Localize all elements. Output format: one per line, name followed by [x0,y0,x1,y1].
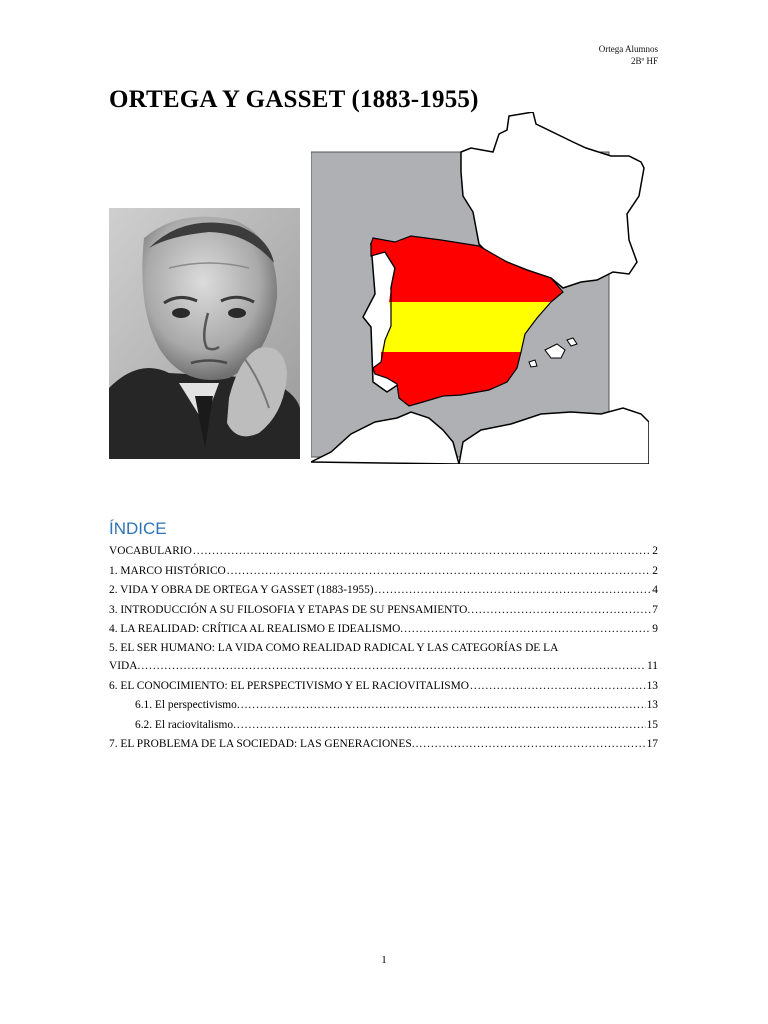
toc-page-number: 9 [652,623,658,636]
toc-entry-perspectivismo[interactable] [109,696,658,716]
toc-dot-leader [193,542,651,562]
toc-dot-leader [470,677,646,697]
toc-entry-raciovitalismo[interactable] [109,716,658,736]
toc-entry-title: 4. LA REALIDAD: CRÍTICA AL REALISMO E IDEALISMO. [109,623,404,636]
toc-heading: ÍNDICE [109,519,167,538]
header-author: Ortega Alumnos [598,44,658,54]
iberian-map-image [311,112,649,464]
toc-entry-el-problema-de-la-sociedad[interactable] [109,735,658,755]
toc-page-number: 11 [647,659,658,672]
toc-entry-title: 6. EL CONOCIMIENTO: EL PERSPECTIVISMO Y EL RACIOVITALISMO [109,679,469,692]
toc-entry-title: 3. INTRODUCCIÓN A SU FILOSOFIA Y ETAPAS DE SU PENSAMIENTO. [109,603,471,616]
toc-page-number: 7 [652,603,658,616]
toc-entry-title: 6.1. El perspectivismo. [135,699,240,712]
toc-page-number: 15 [646,718,658,731]
toc-dot-leader [375,581,652,601]
toc-entry-title: 6.2. El raciovitalismo. [135,718,236,731]
toc-entry-introduccion[interactable] [109,601,658,621]
toc-entry-title: 2. VIDA Y OBRA DE ORTEGA Y GASSET (1883-1955) [109,584,374,597]
toc-page-number: 17 [646,738,658,751]
toc-dot-leader [241,696,646,716]
toc-entry-title: VOCABULARIO [109,545,192,557]
document-title: ORTEGA Y GASSET (1883-1955) [109,86,479,113]
toc-page-number: 2 [652,545,658,557]
toc-entry-el-conocimiento[interactable] [109,677,658,697]
toc-dot-leader [404,620,651,640]
toc-dot-leader [416,735,646,755]
toc-page-number: 13 [646,679,658,692]
toc-dot-leader [227,562,652,582]
toc-dot-leader [471,601,651,621]
toc-page-number: 2 [652,564,658,577]
toc-entry-vocabulario[interactable] [109,542,658,562]
table-of-contents [109,542,658,755]
toc-page-number: 4 [652,584,658,597]
toc-entry-title: 7. EL PROBLEMA DE LA SOCIEDAD: LAS GENERACIONES. [109,738,415,751]
toc-entry-el-ser-humano[interactable] [109,640,658,677]
toc-entry-title-line2: VIDA. [109,659,141,672]
portrait-photo [109,208,300,459]
toc-entry-title: 1. MARCO HISTÓRICO [109,564,226,577]
toc-entry-title-line1: 5. EL SER HUMANO: LA VIDA COMO REALIDAD RADICAL Y LAS CATEGORÍAS DE LA [109,641,559,654]
toc-entry-la-realidad[interactable] [109,620,658,640]
toc-entry-vida-y-obra[interactable] [109,581,658,601]
page-number: 1 [381,954,387,966]
header-class: 2Bº HF [630,56,658,66]
page-header [599,43,658,67]
toc-entry-marco-historico[interactable] [109,562,658,582]
toc-dot-leader [237,716,646,736]
toc-page-number: 13 [646,699,658,712]
toc-dot-leader [141,657,646,677]
